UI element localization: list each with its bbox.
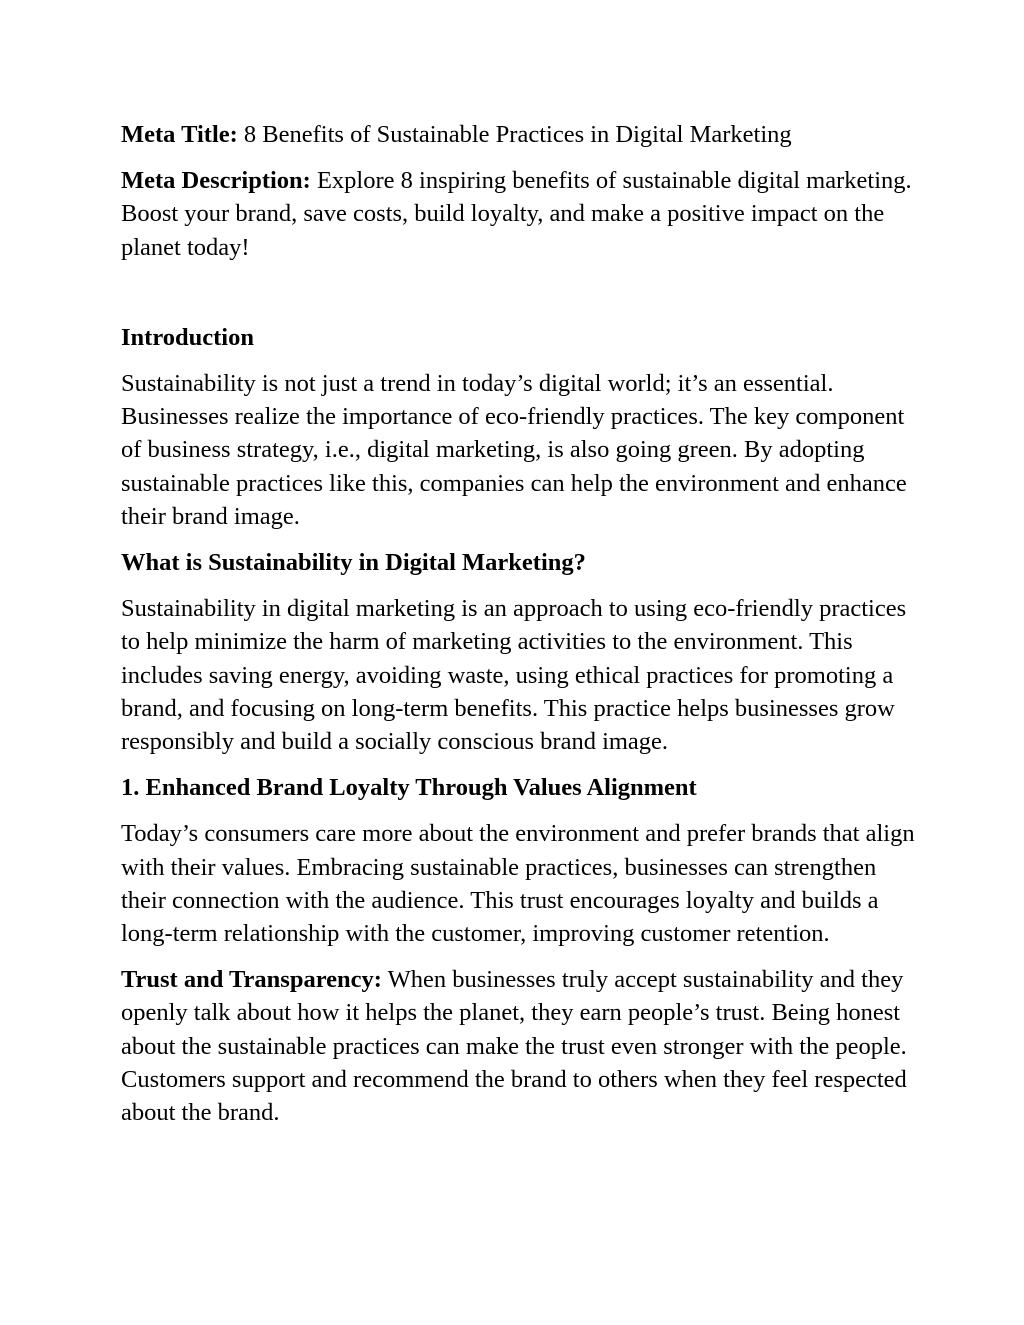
meta-title-label: Meta Title: [121, 121, 238, 148]
section1-heading: 1. Enhanced Brand Loyalty Through Values Alignment [121, 774, 697, 802]
trust-transparency-body: When businesses truly accept sustainability and they openly talk about how it helps the planet, they earn people’s trust. Being honest about the sustainable practices can make the trust even stronger with the people. Customers support and recommend the brand to others when they feel respected about the brand. [121, 966, 907, 1127]
document-page [121, 118, 921, 1142]
trust-transparency-paragraph [121, 963, 921, 1129]
meta-description-value: Explore 8 inspiring benefits of sustainable digital marketing. Boost your brand, save costs, build loyalty, and make a positive impact on the planet today! [121, 167, 912, 261]
meta-title-value: 8 Benefits of Sustainable Practices in Digital Marketing [243, 121, 792, 148]
meta-description-line [121, 164, 921, 264]
introduction-paragraph: Sustainability is not just a trend in today’s digital world; it’s an essential. Businesses realize the importance of eco-friendly practices. The key component of business strategy, i.e., digital marketing, is also going green. By adopting sustainable practices like this, companies can help the environment and enhance their brand image. [121, 370, 907, 530]
section1-paragraph: Today’s consumers care more about the environment and prefer brands that align with their values. Embracing sustainable practices, businesses can strengthen their connection with the audience. This trust encourages loyalty and builds a long-term relationship with the customer, improving customer retention. [121, 820, 915, 948]
meta-description-label: Meta Description: [121, 167, 311, 195]
what-is-paragraph: Sustainability in digital marketing is an approach to using eco-friendly practices to help minimize the harm of marketing activities to the environment. This includes saving energy, avoiding waste, using ethical practices for promoting a brand, and focusing on long-term benefits. This practice helps businesses grow responsibly and build a socially conscious brand image. [121, 595, 907, 756]
introduction-heading: Introduction [121, 323, 254, 351]
trust-transparency-label: Trust and Transparency: [121, 966, 382, 994]
meta-title-line [121, 118, 921, 151]
what-is-heading: What is Sustainability in Digital Marketing? [121, 549, 586, 577]
